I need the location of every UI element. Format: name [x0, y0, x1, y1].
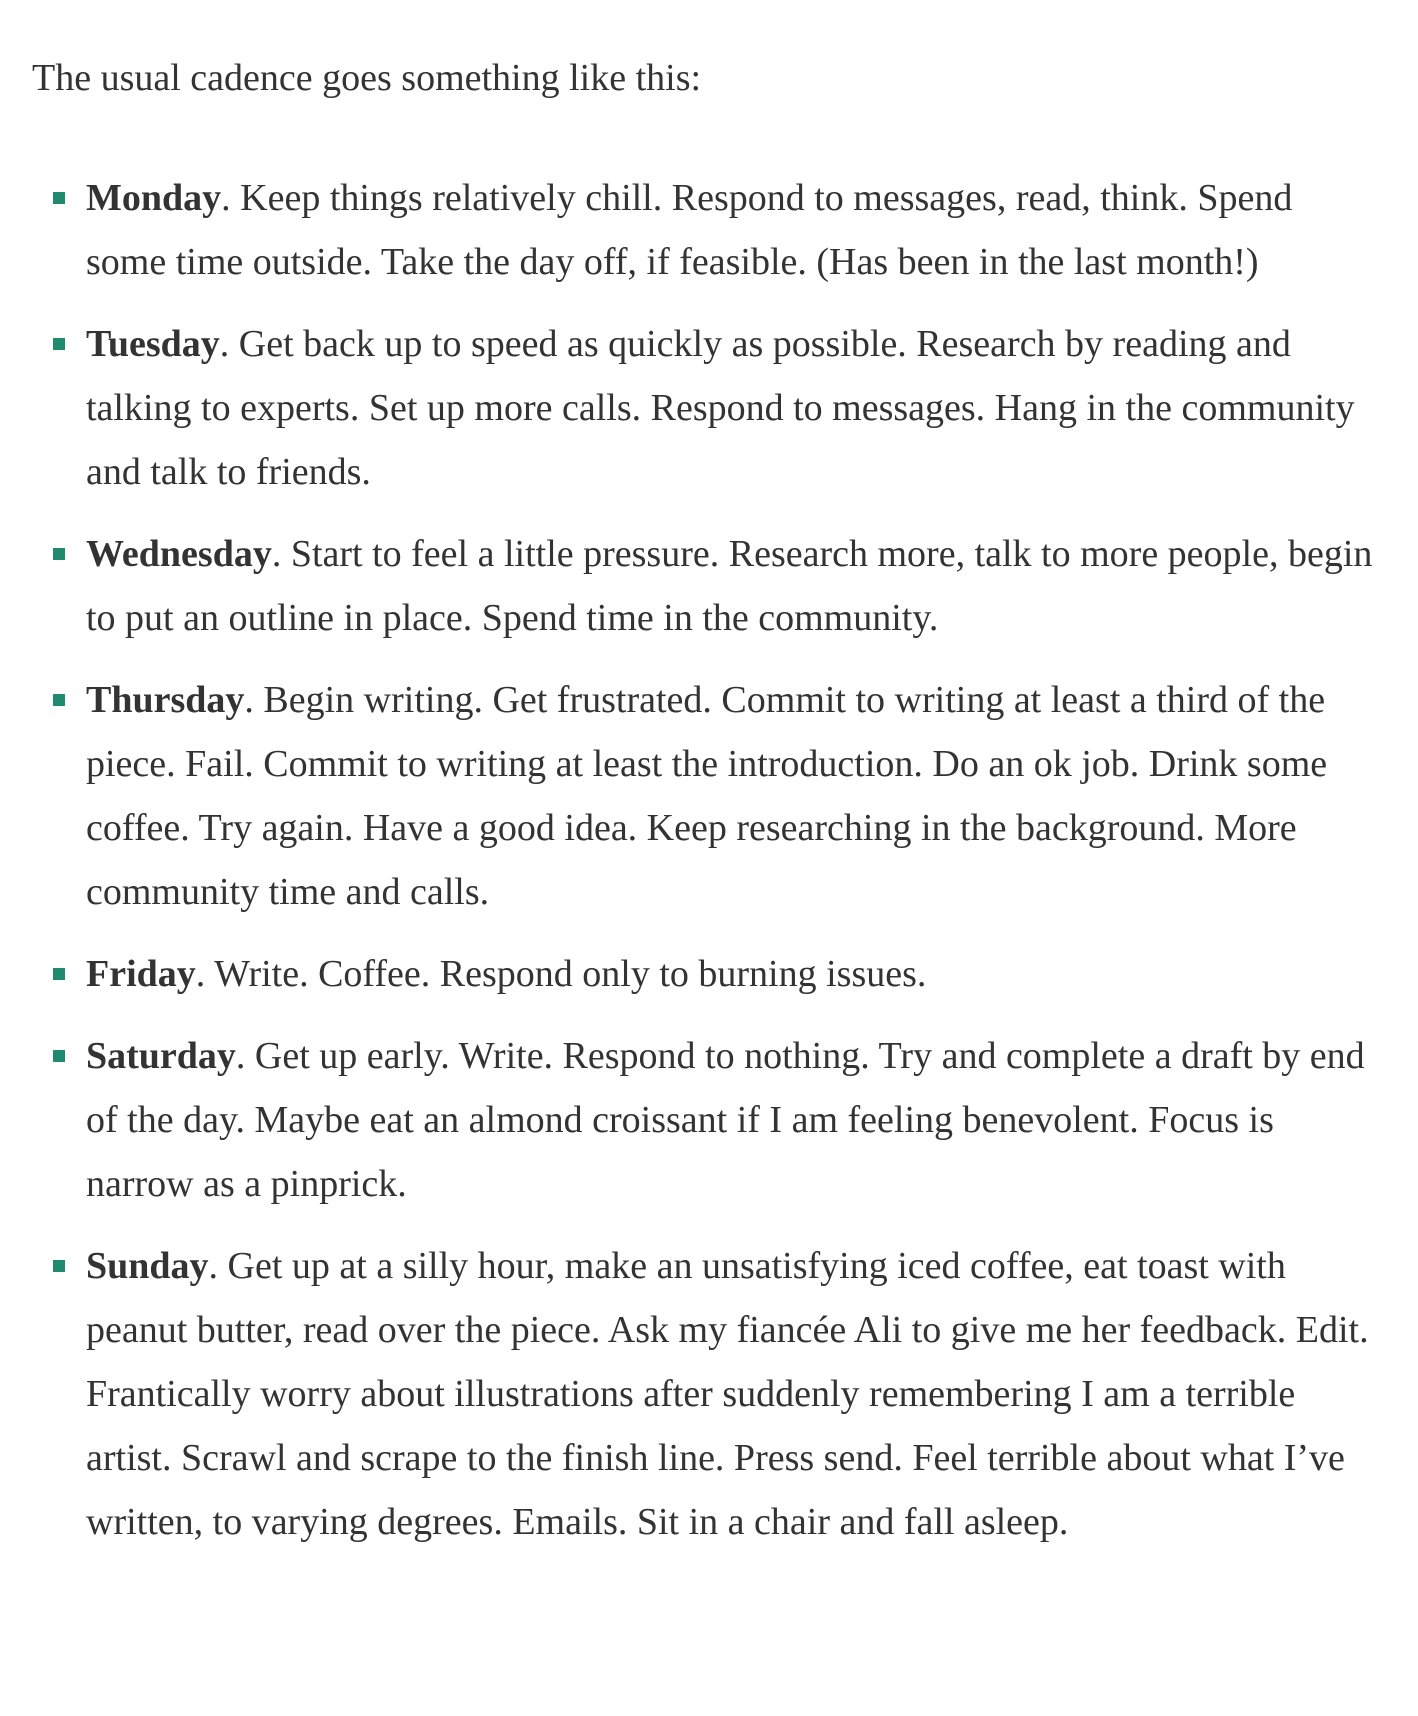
day-name: Tuesday — [86, 323, 220, 365]
day-name: Monday — [86, 177, 222, 219]
list-item-tuesday — [0, 312, 1418, 504]
day-description: . Get up at a silly hour, make an unsatisfying iced coffee, eat toast with peanut butter, read over the piece. Ask my fiancée Ali to give me her feedback. Edit. Frantically worry about illustrations after suddenly remembering I am a terrible artist. Scrawl and scrape to the finish line. Press send. Feel terrible about what I’ve written, to varying degrees. Emails. Sit in a chair and fall asleep. — [86, 1245, 1369, 1543]
day-description: . Get back up to speed as quickly as possible. Research by reading and talking to experts. Set up more calls. Respond to messages. Hang in the community and talk to friends. — [86, 323, 1355, 493]
square-bullet-icon — [53, 192, 65, 204]
square-bullet-icon — [53, 338, 65, 350]
day-name: Thursday — [86, 679, 245, 721]
day-name: Sunday — [86, 1245, 209, 1287]
square-bullet-icon — [53, 968, 65, 980]
list-item-friday — [0, 942, 1418, 1006]
day-description: . Get up early. Write. Respond to nothing. Try and complete a draft by end of the day. Maybe eat an almond croissant if I am feeling benevolent. Focus is narrow as a pinprick. — [86, 1035, 1365, 1205]
square-bullet-icon — [53, 694, 65, 706]
weekly-cadence-list — [0, 166, 1418, 1572]
square-bullet-icon — [53, 548, 65, 560]
day-description: . Start to feel a little pressure. Research more, talk to more people, begin to put an outline in place. Spend time in the community. — [86, 533, 1373, 639]
list-item-thursday — [0, 668, 1418, 924]
day-description: . Write. Coffee. Respond only to burning issues. — [195, 953, 927, 995]
square-bullet-icon — [53, 1260, 65, 1272]
list-item-sunday — [0, 1234, 1418, 1554]
day-name: Saturday — [86, 1035, 236, 1077]
list-item-wednesday — [0, 522, 1418, 650]
list-item-saturday — [0, 1024, 1418, 1216]
square-bullet-icon — [53, 1050, 65, 1062]
intro-paragraph: The usual cadence goes something like this: — [32, 57, 702, 99]
day-name: Friday — [86, 953, 196, 995]
day-name: Wednesday — [86, 533, 272, 575]
day-description: . Keep things relatively chill. Respond to messages, read, think. Spend some time outside. Take the day off, if feasible. (Has been in the last month!) — [86, 177, 1293, 283]
day-description: . Begin writing. Get frustrated. Commit to writing at least a third of the piece. Fail. Commit to writing at least the introduction. Do an ok job. Drink some coffee. Try again. Have a good idea. Keep researching in the background. More community time and calls. — [86, 679, 1328, 913]
list-item-monday — [0, 166, 1418, 294]
